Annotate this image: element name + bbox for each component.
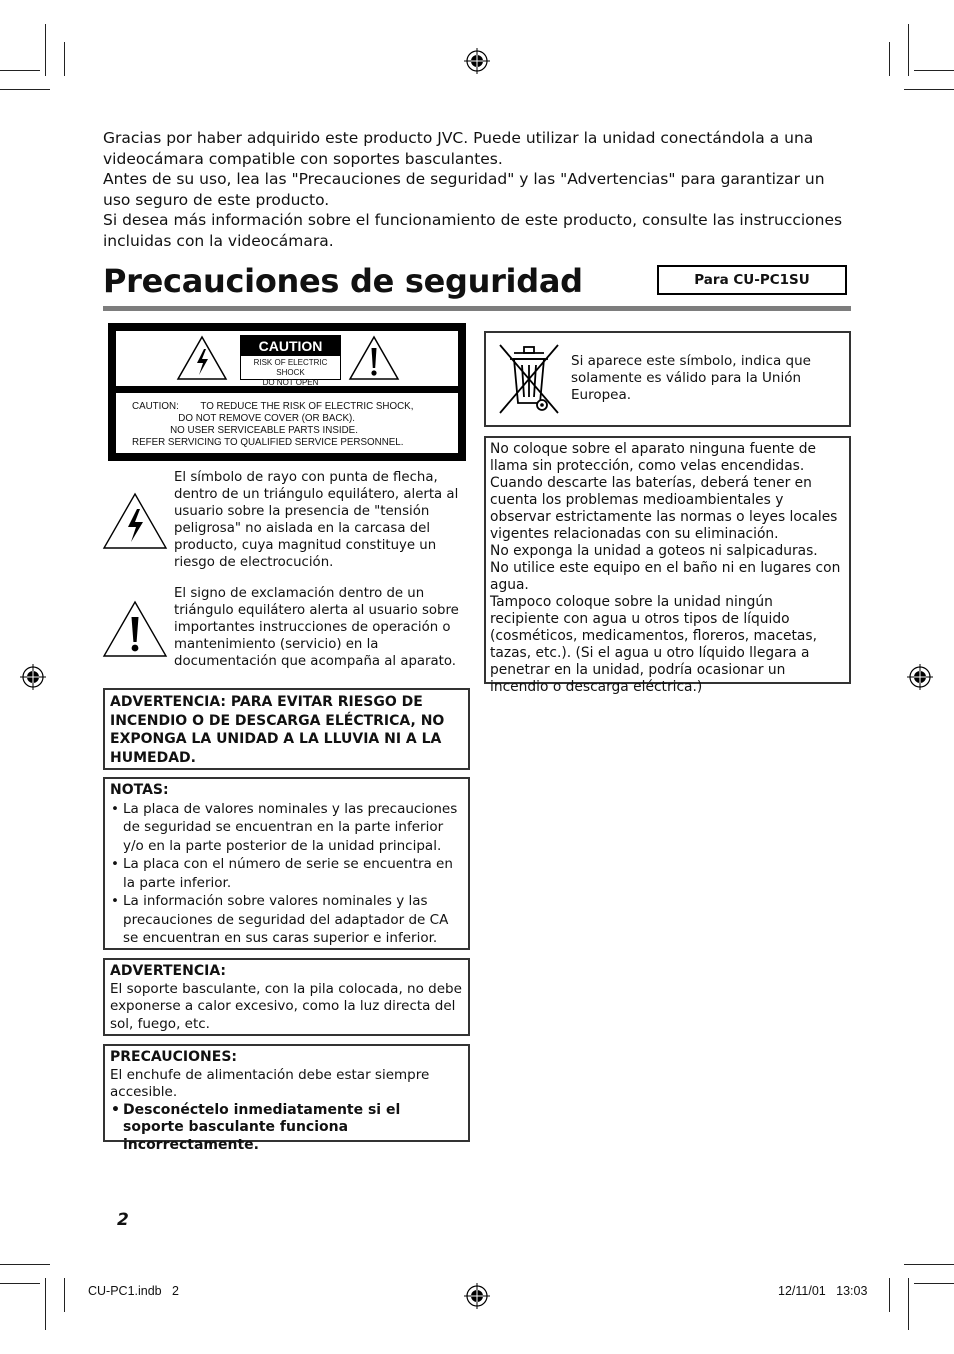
registration-mark-icon — [20, 664, 46, 690]
page-number: 2 — [117, 1210, 129, 1230]
safety-info-line: No utilice este equipo en el baño ni en lugares con agua. — [490, 560, 841, 593]
exclamation-triangle-icon — [348, 335, 400, 381]
footer-timestamp: 12/11/01 13:03 — [778, 1284, 868, 1298]
notes-item: • La placa de valores nominales y las precauciones de seguridad se encuentran en la parte inferior y/o en la parte posterior de la unidad principal. — [110, 800, 463, 856]
caution-panel — [108, 323, 466, 461]
advertencia-text: El soporte basculante, con la pila colocada, no debe exponerse a calor excesivo, como la luz directa del sol, fuego, etc. — [110, 980, 462, 1032]
precauciones-list — [110, 1102, 463, 1155]
caution-panel-top — [116, 331, 458, 386]
notes-item: • La información sobre valores nominales y las precauciones de seguridad del adaptador de CA se encuentran en sus caras superior e inferior. — [110, 892, 463, 948]
advertencia-box — [103, 958, 470, 1036]
notes-item: • La placa con el número de serie se encuentra en la parte inferior. — [110, 855, 463, 892]
caution-panel-bottom — [116, 393, 458, 453]
lightning-triangle-icon — [176, 335, 228, 381]
registration-mark-icon — [464, 1283, 490, 1309]
lightning-symbol-text: El símbolo de rayo con punta de flecha, dentro de un triángulo equilátero, alerta al usuario sobre la presencia de "tensión peligrosa" no aislada en la carcasa del producto, cuya magnitud constituye un riesgo de electrocución. — [174, 470, 459, 570]
exclamation-symbol-text: El signo de exclamación dentro de un triángulo equilátero alerta al usuario sobre importantes instrucciones de operación o mantenimiento (servicio) en la documentación que acompaña al aparato. — [174, 586, 459, 669]
eu-text: Si aparece este símbolo, indica que solamente es válido para la Unión Europea. — [571, 353, 811, 403]
precauciones-item: • Desconéctelo inmediatamente si el soporte basculante funciona incorrectamente. — [110, 1102, 463, 1155]
caution-label-line: DO NOT OPEN — [262, 378, 319, 387]
eu-box — [484, 331, 851, 427]
notes-list — [110, 800, 463, 948]
model-label: Para CU-PC1SU — [657, 265, 847, 295]
safety-info-box — [484, 436, 851, 695]
page-title: Precauciones de seguridad — [103, 262, 583, 300]
caution-label-sub — [241, 356, 340, 388]
crossed-bin-icon — [494, 339, 564, 419]
caution-label — [240, 335, 341, 387]
safety-info-line: No exponga la unidad a goteos ni salpicaduras. — [490, 543, 818, 559]
registration-mark-icon — [464, 48, 490, 74]
registration-mark-icon — [907, 664, 933, 690]
caution-label-line: RISK OF ELECTRIC SHOCK — [253, 358, 328, 377]
title-rule — [103, 306, 851, 311]
notes-heading: NOTAS: — [110, 782, 169, 798]
intro-text — [103, 128, 843, 251]
lightning-triangle-icon — [102, 492, 168, 550]
precauciones-text: El enchufe de alimentación debe estar siempre accesible. — [110, 1066, 430, 1100]
exclamation-triangle-icon — [102, 600, 168, 658]
caution-label-head: CAUTION — [241, 336, 340, 356]
warning-box — [103, 688, 470, 770]
caution-text: CAUTION: TO REDUCE THE RISK OF ELECTRIC SHOCK, DO NOT REMOVE COVER (OR BACK). NO USER SERVICEABLE PARTS INSIDE. REFER SERVICING TO QUALIFIED SERVICE PERSONNEL. — [132, 401, 414, 448]
footer-file-info: CU-PC1.indb 2 — [88, 1284, 180, 1298]
precauciones-heading: PRECAUCIONES: — [110, 1049, 237, 1065]
intro-paragraph: Antes de su uso, lea las "Precauciones de seguridad" y las "Advertencias" para garantizar un uso seguro de este producto. — [103, 170, 825, 209]
warning-text: ADVERTENCIA: PARA EVITAR RIESGO DE INCENDIO O DE DESCARGA ELÉCTRICA, NO EXPONGA LA UNIDAD A LA LLUVIA NI A LA HUMEDAD. — [110, 694, 445, 766]
notes-box — [103, 777, 470, 950]
safety-info-line: Cuando descarte las baterías, deberá tener en cuenta los problemas medioambientales y observar estrictamente las normas o leyes locales vigentes relacionadas con su eliminación. — [490, 475, 838, 542]
intro-paragraph: Si desea más información sobre el funcionamiento de este producto, consulte las instrucciones incluidas con la videocámara. — [103, 211, 843, 250]
precauciones-box — [103, 1044, 470, 1153]
safety-info-line: No coloque sobre el aparato ninguna fuente de llama sin protección, como velas encendidas. — [490, 441, 816, 474]
intro-paragraph: Gracias por haber adquirido este producto JVC. Puede utilizar la unidad conectándola a una videocámara compatible con soportes basculantes. — [103, 129, 814, 168]
advertencia-heading: ADVERTENCIA: — [110, 963, 227, 979]
safety-info-line: Tampoco coloque sobre la unidad ningún recipiente con agua u otros tipos de líquido (cosméticos, medicamentos, floreros, macetas, tazas, etc.). (Si el agua u otro líquido llegara a penetrar en la unidad, podría ocasionar un incendio o descarga eléctrica.) — [490, 594, 817, 695]
